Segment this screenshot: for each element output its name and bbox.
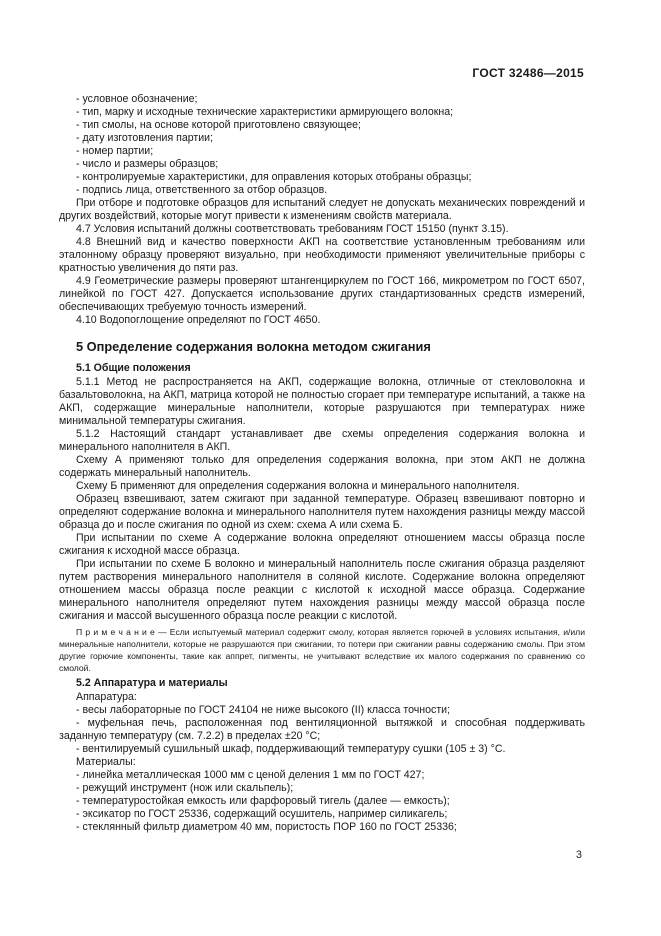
- list-item: - число и размеры образцов;: [76, 158, 219, 170]
- subsection-5-2-heading: 5.2 Аппаратура и материалы: [76, 677, 228, 689]
- page-number: 3: [576, 849, 582, 861]
- list-item: - условное обозначение;: [76, 93, 198, 105]
- list-item: - вентилируемый сушильный шкаф, поддерживающий температуру сушки (105 ± 3) °С.: [76, 743, 506, 755]
- list-item: - режущий инструмент (нож или скальпель);: [76, 782, 294, 794]
- list-item: - эксикатор по ГОСТ 25336, содержащий осушитель, например силикагель;: [76, 808, 448, 820]
- paragraph-scheme-b: Схему Б применяют для определения содержания волокна и минерального наполнителя.: [76, 480, 520, 492]
- paragraph-5-1-1: 5.1.1 Метод не распространяется на АКП, содержащие волокна, отличные от стекловолокна и базальтоволокна, на АКП, матрица которой не полностью сгорает при температуре испытаний, а также на АКП, содержащие минеральные наполнители, которые разрушаются при температурах ниже минимальной температуры сжигания.: [59, 376, 585, 427]
- list-item: - тип, марку и исходные технические характеристики армирующего волокна;: [76, 106, 454, 118]
- materials-label: Материалы:: [76, 756, 136, 768]
- note-label: П р и м е ч а н и е —: [76, 627, 167, 637]
- list-item: - контролируемые характеристики, для оправления которых отобраны образцы;: [76, 171, 472, 183]
- paragraph-test-scheme-b: При испытании по схеме Б волокно и минеральный наполнитель после сжигания образца разделяют путем растворения минерального наполнителя в соляной кислоте. Содержание волокна определяют отношением массы образца после реакции с кислотой к исходной массе образца. Содержание минерального наполнителя определяют путем нахождения разницы между массой образца после сжигания и массой высушенного образца после реакции с кислотой.: [59, 558, 585, 622]
- paragraph-4-10: 4.10 Водопоглощение определяют по ГОСТ 4650.: [76, 314, 321, 326]
- paragraph-4-7: 4.7 Условия испытаний должны соответствовать требованиям ГОСТ 15150 (пункт 3.15).: [76, 223, 509, 235]
- page-body: [59, 93, 585, 834]
- paragraph-sampling: При отборе и подготовке образцов для испытаний следует не допускать механических повреждений и других воздействий, которые могут привести к изменениям свойств материала.: [59, 197, 585, 222]
- list-item: - подпись лица, ответственного за отбор образцов.: [76, 184, 328, 196]
- list-item: - линейка металлическая 1000 мм с ценой деления 1 мм по ГОСТ 427;: [76, 769, 425, 781]
- list-item: - стеклянный фильтр диаметром 40 мм, пористость ПОР 160 по ГОСТ 25336;: [76, 821, 457, 833]
- apparatus-label: Аппаратура:: [76, 691, 137, 703]
- note-text: Если испытуемый материал содержит смолу, которая является горючей в условиях испытания, и/или минеральные наполнители, которые не разрушаются при сжигании, то потери при сжигании равны содержанию смолы. При этом другие горючие компоненты, такие как аппрет, пигменты, не учитывают вследствие их малого содержания по сравнению со смолой.: [59, 627, 586, 673]
- sample-info-list: [59, 93, 585, 197]
- subsection-5-1-heading: 5.1 Общие положения: [76, 362, 191, 374]
- section-5-heading: 5 Определение содержания волокна методом сжигания: [76, 339, 431, 354]
- paragraph-4-8: 4.8 Внешний вид и качество поверхности АКП на соответствие установленным требованиям или эталонному образцу проверяют визуально, при необходимости применяют увеличительные приборы с кратностью увеличения до пяти раз.: [59, 236, 585, 274]
- standard-header: ГОСТ 32486—2015: [472, 66, 584, 80]
- list-item: - температуростойкая емкость или фарфоровый тигель (далее — емкость);: [76, 795, 450, 807]
- paragraph-test-scheme-a: При испытании по схеме А содержание волокна определяют отношением массы образца после сжигания к исходной массе образца.: [59, 532, 585, 557]
- paragraph-scheme-a: Схему А применяют только для определения содержания волокна, при этом АКП не должна содержать минеральный наполнитель.: [59, 454, 585, 479]
- list-item: - номер партии;: [76, 145, 154, 157]
- list-item: - дату изготовления партии;: [76, 132, 214, 144]
- paragraph-4-9: 4.9 Геометрические размеры проверяют штангенциркулем по ГОСТ 166, микрометром по ГОСТ 6507, линейкой по ГОСТ 427. Допускается использование других стандартизованных средств измерений, обеспечивающих требуемую точность измерений.: [59, 275, 585, 313]
- list-item: - муфельная печь, расположенная под вентиляционной вытяжкой и способная поддерживать заданную температуру (см. 7.2.2) в пределах ±20 °С;: [59, 717, 585, 742]
- paragraph-weighing: Образец взвешивают, затем сжигают при заданной температуре. Образец взвешивают повторно и определяют содержание волокна и минерального наполнителя путем нахождения разницы между массой образца до и после сжигания по одной из схем: схема А или схема Б.: [59, 493, 585, 531]
- paragraph-5-1-2: 5.1.2 Настоящий стандарт устанавливает две схемы определения содержания волокна и минерального наполнителя в АКП.: [59, 428, 585, 453]
- note: [59, 626, 585, 674]
- list-item: - весы лабораторные по ГОСТ 24104 не ниже высокого (II) класса точности;: [76, 704, 451, 716]
- list-item: - тип смолы, на основе которой приготовлено связующее;: [76, 119, 361, 131]
